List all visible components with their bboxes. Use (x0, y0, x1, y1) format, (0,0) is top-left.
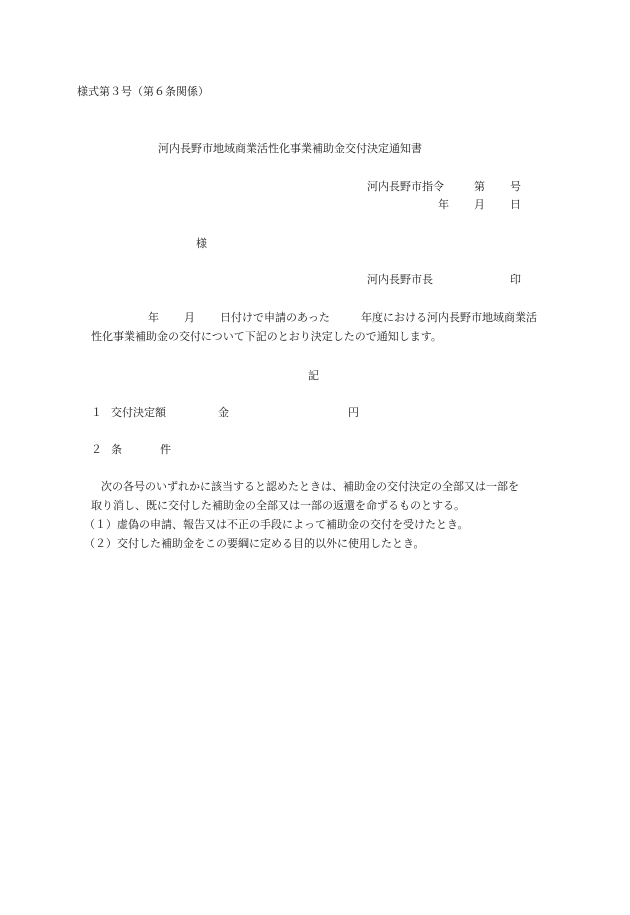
item1-label: 交付決定額 (111, 406, 166, 419)
body-year: 年 (148, 311, 159, 324)
ki-heading: 記 (308, 369, 319, 382)
ref-prefix: 河内長野市指令 (367, 180, 444, 193)
item1-kin: 金 (218, 406, 229, 419)
condition-1: （１）虚偽の申請、報告又は不正の手段によって補助金の交付を受けたとき。 (84, 518, 469, 531)
ref-gou: 号 (510, 180, 521, 193)
item2-label-b: 件 (160, 443, 171, 456)
body-text-1: 日付けで申請のあった (220, 311, 330, 324)
item2-label-a: 条 (111, 443, 122, 456)
item1-number: １ (91, 406, 102, 419)
date-year: 年 (438, 198, 449, 211)
conditions-intro-2: 取り消し、既に交付した補助金の全部又は一部の返還を命ずるものとする。 (91, 499, 465, 512)
form-number: 様式第３号（第６条関係） (77, 85, 209, 98)
issuer-name: 河内長野市長 (367, 273, 433, 286)
document-title: 河内長野市地域商業活性化事業補助金交付決定通知書 (158, 142, 422, 155)
recipient-suffix: 様 (196, 237, 207, 250)
conditions-intro-1: 次の各号のいずれかに該当すると認めたときは、補助金の交付決定の全部又は一部を (101, 480, 519, 493)
ref-dai: 第 (474, 180, 485, 193)
date-day: 日 (510, 198, 521, 211)
condition-2: （２）交付した補助金をこの要綱に定める目的以外に使用したとき。 (84, 537, 425, 550)
body-month: 月 (184, 311, 195, 324)
body-text-2: 年度における河内長野市地域商業活 (361, 311, 537, 324)
date-month: 月 (474, 198, 485, 211)
item2-number: ２ (91, 443, 102, 456)
body-text-3: 性化事業補助金の交付について下記のとおり決定したので通知します。 (91, 330, 442, 343)
item1-yen: 円 (348, 406, 359, 419)
seal-mark: 印 (510, 273, 521, 286)
